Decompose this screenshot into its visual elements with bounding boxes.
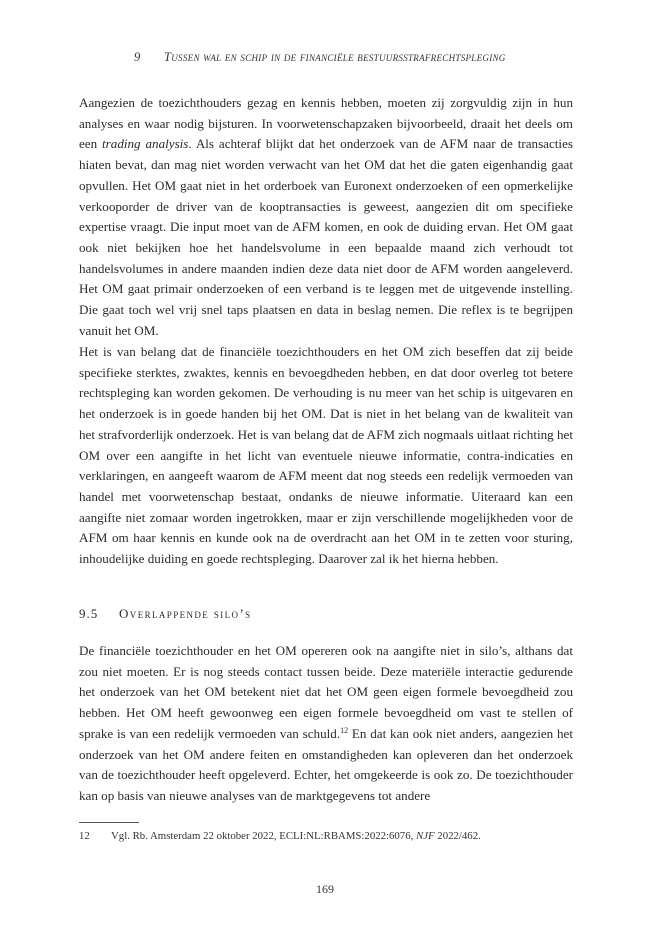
paragraph-2-text: Het is van belang dat de financiële toezichthouders en het OM zich beseffen dat zij beide specifieke sterktes, zwaktes, kennis en bevoegdheden hebben, en dat door overleg tot betere rechtspleging kan worden gekomen. De verhouding is nu meer van het schip is uitgevaren en het onderzoek is in goede handen bij het OM. Dat is niet in het belang van de kwaliteit van het strafvorderlijk onderzoek. Het is van belang dat de AFM zich nogmaals uitlaat richting het OM over een aangifte in het licht van eventuele nieuwe informatie, contra-indicaties en verklaringen, en aangeeft waarom de AFM meent dat nog steeds een redelijk vermoeden van handel met voorwetenschap bestaat, ondanks de nieuwe informatie. Uiteraard kan een aangifte niet zomaar worden ingetrokken, maar er zijn verschillende mogelijkheden voor de AFM om haar kennis en kunde ook na de overdracht aan het OM in te zetten voor sturing, inhoudelijke duiding en goede rechtspleging. Daarover zal ik het hierna hebben. bbox=[79, 344, 573, 567]
section-paragraph-text-b: En dat kan ook niet anders, aangezien het onderzoek van het OM andere feiten en omstandigheden kan opleveren dan het onderzoek van de toezichthouder heeft opgeleverd. Echter, het omgekeerde is ook zo. De toezichthouder kan op basis van nieuwe analyses van de marktgegevens tot andere bbox=[79, 725, 573, 803]
footnote-text-a: Vgl. Rb. Amsterdam 22 oktober 2022, ECLI:NL:RBAMS:2022:6076, bbox=[111, 830, 417, 842]
running-header bbox=[134, 50, 574, 65]
section-paragraph-text-a: De financiële toezichthouder en het OM opereren ook na aangifte niet in silo’s, althans dat zou niet moeten. Er is nog steeds contact tussen beide. Deze materiële interactie gedurende het onderzoek van het OM betekent niet dat het OM geen eigen formele bevoegdheid zou hebben. Het OM heeft gewoonweg een eigen formele bevoegdheid om vast te stellen of sprake is van een redelijk vermoeden van schuld. bbox=[79, 643, 573, 741]
paragraph-1 bbox=[79, 93, 573, 341]
section-heading bbox=[79, 606, 252, 622]
section-paragraph bbox=[79, 641, 573, 807]
footnote-divider bbox=[79, 822, 139, 823]
footnote-number: 12 bbox=[79, 830, 90, 842]
footnote-reference[interactable]: 12 bbox=[340, 725, 349, 735]
paragraph-2 bbox=[79, 342, 573, 570]
paragraph-1-italic-term: trading analysis bbox=[102, 136, 189, 152]
section-number: 9.5 bbox=[79, 606, 99, 621]
chapter-title: Tussen wal en schip in de financiële bestuursstrafrechtspleging bbox=[164, 50, 506, 64]
footnote-text-b: 2022/462. bbox=[434, 830, 481, 842]
footnote bbox=[79, 830, 573, 842]
paragraph-1-text-a: Aangezien de toezichthouders gezag en kennis hebben, moeten zij zorgvuldig zijn in hun analyses en waar nodig bijsturen. In voorwetenschapzaken bijvoorbeeld, draait het deels om een bbox=[79, 95, 573, 152]
footnote-journal: NJF bbox=[416, 830, 435, 842]
page-number: 169 bbox=[316, 882, 334, 896]
section-title: Overlappende silo’s bbox=[119, 606, 252, 621]
chapter-number: 9 bbox=[134, 50, 141, 64]
paragraph-1-text-b: . Als achteraf blijkt dat het onderzoek van de AFM naar de transacties hiaten bevat, dan mag niet worden verwacht van het OM dat het die gaten eigenhandig gaat opvullen. Het OM gaat niet in het orderboek van Euronext onderzoeken of een opmerkelijke verkooporder de driver van de kooptransacties is geweest, aangezien dit om specifieke expertise vraagt. Die input moet van de AFM komen, en ook de duiding ervan. Het OM gaat ook niet bekijken hoe het handelsvolume in een bepaalde maand zich verhoudt tot handelsvolumes in andere maanden indien deze data niet door de AFM worden aangeleverd. Het OM gaat primair onderzoeken of een verband is te leggen met de uitgevende instelling. Die gaat toch wel vrij snel taps plaatsen en data in beslag nemen. Die reflex is te begrijpen vanuit het OM. bbox=[79, 136, 573, 338]
